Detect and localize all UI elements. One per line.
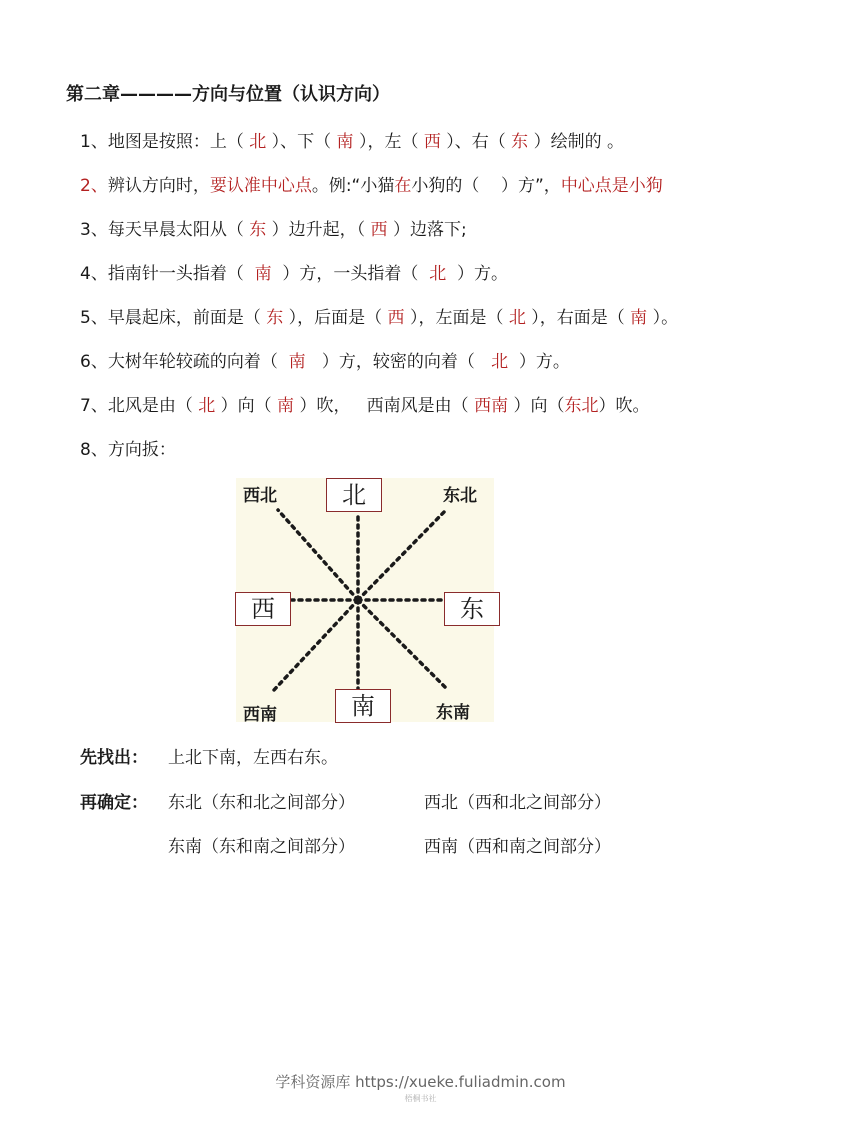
question-text: ）方。 bbox=[446, 264, 509, 284]
summary-item-southeast: 东南（东和南之间部分） bbox=[168, 837, 355, 857]
question-text: ）向（ bbox=[215, 396, 278, 416]
line-northwest bbox=[278, 510, 358, 600]
compass-southeast-label: 东南 bbox=[436, 703, 470, 723]
question-text: ）、下（ bbox=[266, 132, 337, 152]
answer-text: 南 bbox=[336, 132, 354, 152]
compass-north-box: 北 bbox=[326, 478, 382, 512]
line-southeast bbox=[358, 600, 448, 690]
answer-text: 南 bbox=[277, 396, 295, 416]
answer-text: 在 bbox=[394, 176, 412, 196]
answer-text: 西 bbox=[387, 308, 405, 328]
answer-text: 北 bbox=[249, 132, 267, 152]
answer-text: 西 bbox=[370, 220, 388, 240]
compass-southwest-label: 西南 bbox=[243, 705, 277, 725]
answer-text: 东 bbox=[511, 132, 529, 152]
question-text: ）边落下; bbox=[387, 220, 467, 240]
question-text: ）边升起，（ bbox=[266, 220, 371, 240]
question-text: 。例:“小猫 bbox=[311, 176, 395, 196]
summary-item-southwest: 西南（西和南之间部分） bbox=[424, 837, 611, 857]
question-text: ），右面是（ bbox=[525, 308, 631, 328]
question-text: ）方，一头指着（ bbox=[271, 264, 430, 284]
question-text: ）绘制的 。 bbox=[528, 132, 624, 152]
answer-text: 南 bbox=[288, 352, 306, 372]
question-text: 7、北风是由（ bbox=[80, 396, 199, 416]
first-find-text: 上北下南，左西右东。 bbox=[168, 748, 338, 768]
question-text: ）、右（ bbox=[440, 132, 512, 152]
question-text: 5、早晨起床，前面是（ bbox=[80, 308, 267, 328]
first-find-label: 先找出： bbox=[80, 748, 148, 768]
answer-text: 北 bbox=[508, 308, 526, 328]
question-text: ），左（ bbox=[353, 132, 424, 152]
answer-text: 西 bbox=[423, 132, 441, 152]
footer-source: 学科资源库 https://xueke.fuliadmin.com bbox=[275, 1073, 566, 1091]
question-text: ），左面是（ bbox=[404, 308, 509, 328]
question-text: 4、指南针一头指着（ bbox=[80, 264, 255, 284]
answer-text: 北 bbox=[198, 396, 216, 416]
answer-text: 东 bbox=[266, 308, 284, 328]
footer-watermark: 梧桐书社 bbox=[404, 1094, 437, 1103]
answer-text: 北 bbox=[491, 352, 509, 372]
question-text: ）。 bbox=[647, 308, 679, 328]
then-determine-label: 再确定： bbox=[80, 793, 148, 813]
compass-east-box: 东 bbox=[444, 592, 500, 626]
question-text: 辨认方向时， bbox=[107, 176, 210, 196]
answer-text: 西南 bbox=[474, 396, 509, 416]
answer-text: 南 bbox=[630, 308, 648, 328]
compass-northeast-label: 东北 bbox=[443, 486, 477, 506]
question-text: ）方，较密的向着（ bbox=[305, 352, 492, 372]
answer-text: 南 bbox=[254, 264, 272, 284]
question-text: ）吹。 bbox=[598, 396, 650, 416]
question-text: 1、地图是按照：上（ bbox=[80, 132, 250, 152]
compass-south-box: 南 bbox=[335, 689, 391, 723]
question-text: 8、方向扳： bbox=[80, 440, 176, 460]
question-text: 3、每天早晨太阳从（ bbox=[80, 220, 250, 240]
question-text: ）向（ bbox=[508, 396, 565, 416]
answer-text: 北 bbox=[429, 264, 447, 284]
answer-text: 要认准中心点 bbox=[209, 176, 312, 196]
summary-item-northwest: 西北（西和北之间部分） bbox=[424, 793, 611, 813]
chapter-title: 第二章————方向与位置（认识方向） bbox=[66, 84, 390, 105]
question-text: ）方。 bbox=[508, 352, 570, 372]
answer-text: 2、 bbox=[80, 176, 108, 196]
compass-west-box: 西 bbox=[235, 592, 291, 626]
answer-text: 东北 bbox=[564, 396, 599, 416]
question-text: ）吹， 西南风是由（ bbox=[294, 396, 475, 416]
summary-item-northeast: 东北（东和北之间部分） bbox=[168, 793, 355, 813]
compass-northwest-label: 西北 bbox=[243, 486, 277, 506]
question-text: 小狗的（ ）方”， bbox=[411, 176, 561, 196]
answer-text: 东 bbox=[249, 220, 267, 240]
question-text: ），后面是（ bbox=[283, 308, 388, 328]
answer-text: 中心点是小狗 bbox=[560, 176, 663, 196]
line-northeast bbox=[358, 510, 446, 600]
question-text: 6、大树年轮较疏的向着（ bbox=[80, 352, 289, 372]
